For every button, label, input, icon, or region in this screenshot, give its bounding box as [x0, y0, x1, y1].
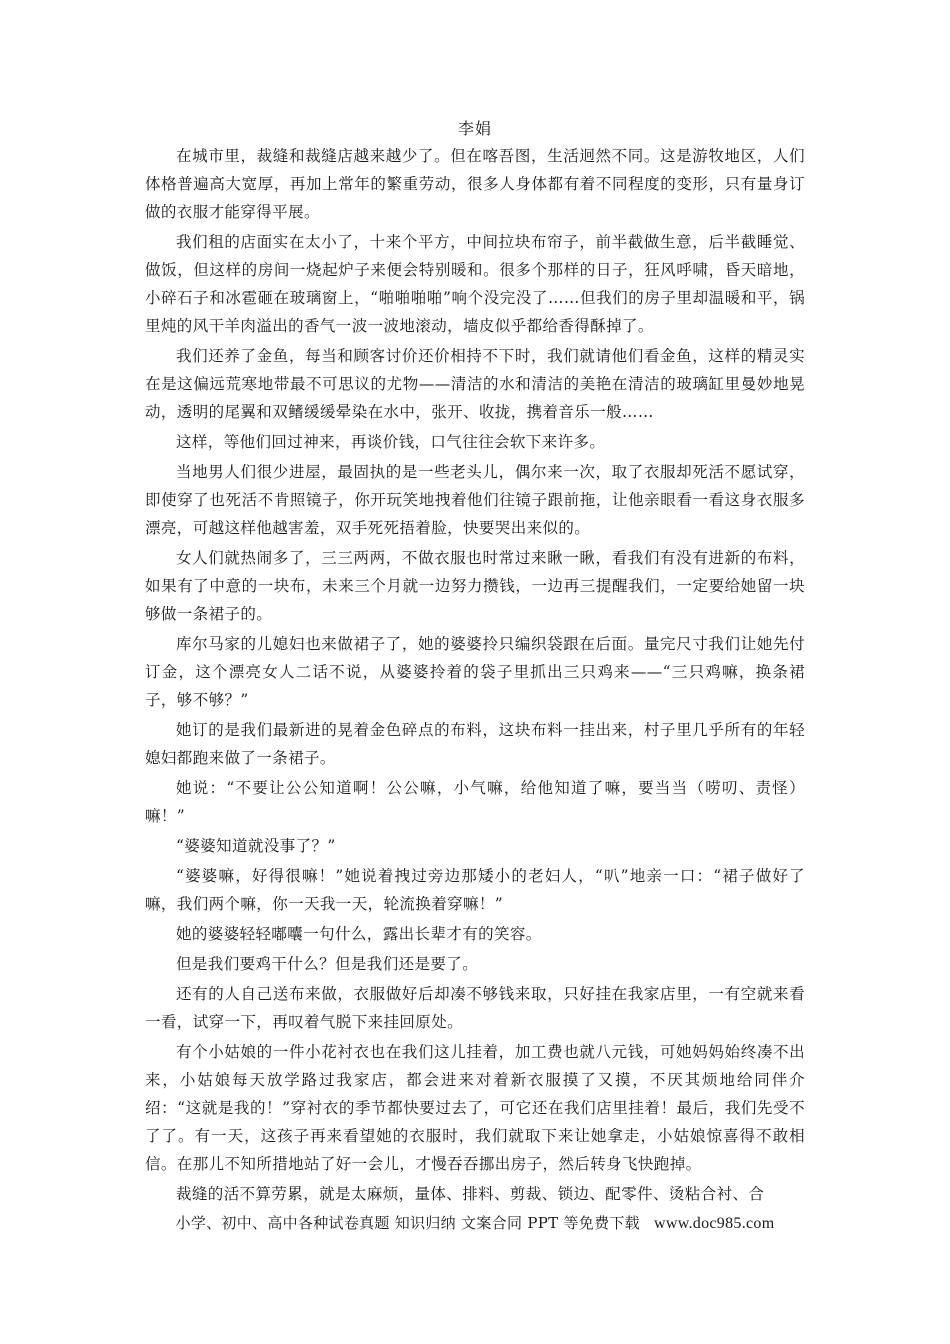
paragraph: 还有的人自己送布来做，衣服做好后却凑不够钱来取，只好挂在我家店里，一有空就来看一看，试穿一下，再叹着气脱下来挂回原处。	[145, 985, 805, 1031]
author-name: 李娟	[457, 119, 492, 138]
footer-text: 小学、初中、高中各种试卷真题 知识归纳 文案合同 PPT 等免费下载	[175, 1214, 640, 1232]
paragraph: 她的婆婆轻轻嘟囔一句什么，露出长辈才有的笑容。	[176, 925, 542, 943]
paragraph: 她说：“不要让公公知道啊！公公嘛，小气嘛，给他知道了嘛，要当当（唠叨、责怪）嘛！”	[145, 779, 805, 825]
footer-url[interactable]: www.doc985.com	[653, 1215, 775, 1232]
paragraph: 这样，等他们回过神来，再谈价钱，口气往往会软下来许多。	[176, 433, 606, 451]
paragraph: 她订的是我们最新进的晃着金色碎点的布料，这块布料一挂出来，村子里几乎所有的年轻媳妇都跑来做了一条裙子。	[145, 721, 805, 767]
paragraph: 有个小姑娘的一件小花衬衣也在我们这儿挂着，加工费也就八元钱，可她妈妈始终凑不出来，小姑娘每天放学路过我家店，都会进来对着新衣服摸了又摸，不厌其烦地给同伴介绍：“这就是我的！”穿衬衣的季节都快要过去了，可它还在我们店里挂着！最后，我们先受不了了。有一天，这孩子再来看望她的衣服时，我们就取下来让她拿走，小姑娘惊喜得不敢相信。在那儿不知所措地站了好一会儿，才慢吞吞挪出房子，然后转身飞快跑掉。	[145, 1043, 805, 1173]
paragraph: 女人们就热闹多了，三三两两，不做衣服也时常过来瞅一瞅，看我们有没有进新的布料，如果有了中意的一块布，未来三个月就一边努力攒钱，一边再三提醒我们，一定要给她留一块够做一条裙子的。	[145, 549, 805, 623]
paragraph: 我们租的店面实在太小了，十来个平方，中间拉块布帘子，前半截做生意，后半截睡觉、做饭，但这样的房间一烧起炉子来便会特别暖和。很多个那样的日子，狂风呼啸，昏天暗地，小碎石子和冰雹砸在玻璃窗上，“啪啪啪啪”响个没完没了……但我们的房子里却温暖和平，锅里炖的风干羊肉溢出的香气一波一波地滚动，墙皮似乎都给香得酥掉了。	[145, 233, 805, 335]
paragraph: 当地男人们很少进屋，最固执的是一些老头儿，偶尔来一次，取了衣服却死活不愿试穿，即使穿了也死活不肯照镜子，你开玩笑地拽着他们往镜子跟前拖，让他亲眼看一看这身衣服多漂亮，可越这样他越害羞，双手死死捂着脸，快要哭出来似的。	[145, 463, 805, 537]
page-footer	[0, 1212, 950, 1233]
paragraph: “婆婆知道就没事了？”	[176, 837, 336, 855]
paragraph-continued: 裁缝的活不算劳累，就是太麻烦，量体、排料、剪裁、锁边、配零件、烫粘合衬、合	[176, 1185, 765, 1203]
paragraph: “婆婆嘛，好得很嘛！”她说着拽过旁边那矮小的老妇人，“叭”地亲一口：“裙子做好了嘛，我们两个嘛，你一天我一天，轮流换着穿嘛！”	[145, 867, 805, 913]
paragraph: 但是我们要鸡干什么？但是我们还是要了。	[176, 955, 479, 973]
paragraph: 在城市里，裁缝和裁缝店越来越少了。但在喀吾图，生活迥然不同。这是游牧地区，人们体格普遍高大宽厚，再加上常年的繁重劳动，很多人身体都有着不同程度的变形，只有量身订做的衣服才能穿得平展。	[145, 147, 805, 221]
article-body	[145, 142, 805, 1208]
paragraph: 库尔马家的儿媳妇也来做裙子了，她的婆婆拎只编织袋跟在后面。量完尺寸我们让她先付订金，这个漂亮女人二话不说，从婆婆拎着的袋子里抓出三只鸡来——“三只鸡嘛，换条裙子，够不够？”	[145, 635, 805, 709]
paragraph: 我们还养了金鱼，每当和顾客讨价还价相持不下时，我们就请他们看金鱼，这样的精灵实在是这偏远荒寒地带最不可思议的尤物——清洁的水和清洁的美艳在清洁的玻璃缸里曼妙地晃动，透明的尾翼和双鳍缓缓晕染在水中，张开、收拢，携着音乐一般……	[145, 347, 805, 421]
